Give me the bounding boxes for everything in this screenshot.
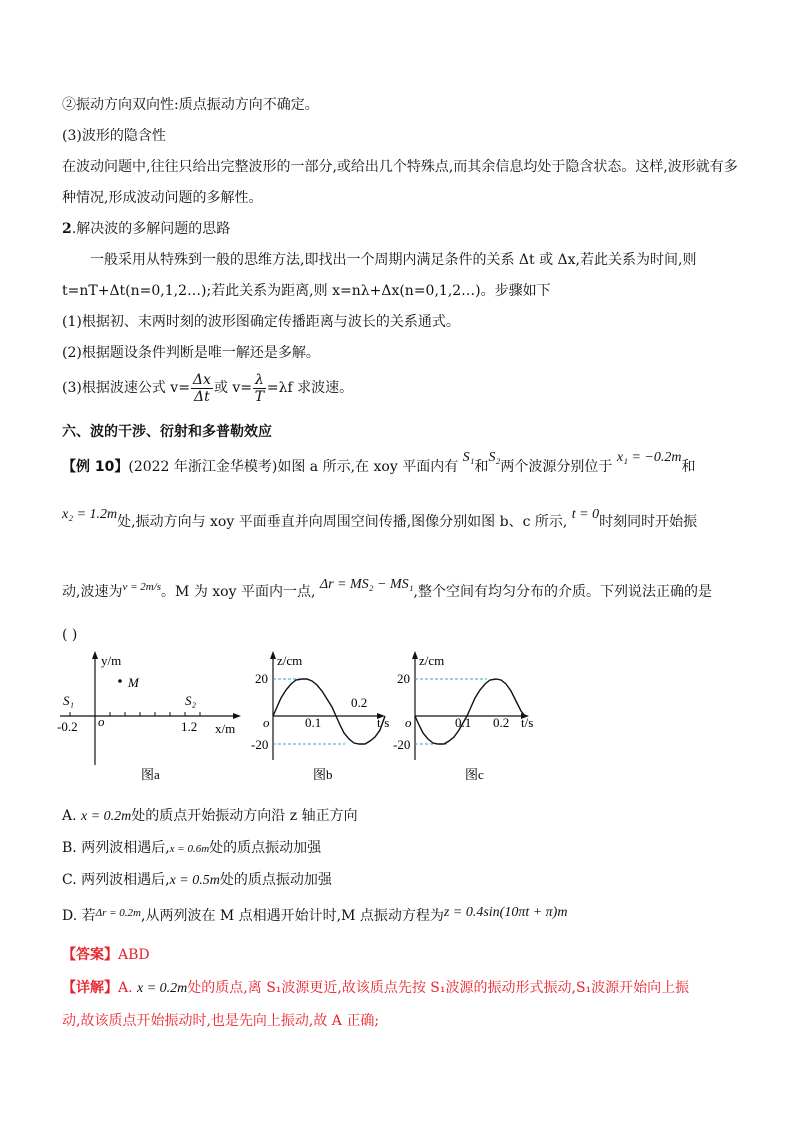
z-axis-arrow bbox=[270, 651, 276, 659]
figure-b bbox=[251, 651, 389, 782]
text: 处,振动方向与 xoy 平面垂直并向周围空间传播,图像分别如图 b、c 所示, bbox=[117, 514, 568, 530]
y-axis-label: y/m bbox=[101, 653, 122, 668]
x-axis-label: x/m bbox=[215, 721, 236, 736]
s1-label: S₁ bbox=[462, 450, 475, 465]
tick-0-2: 0.2 bbox=[493, 715, 510, 730]
subheading bbox=[62, 219, 230, 239]
origin-label: o bbox=[405, 715, 412, 730]
tick-20: 20 bbox=[397, 671, 410, 686]
option-math: Δr = 0.2m bbox=[95, 907, 141, 919]
x2-value: x₂ = 1.2m bbox=[62, 507, 118, 522]
text: 动,波速为 bbox=[62, 584, 123, 600]
point-m-label: M bbox=[128, 675, 139, 690]
section-title: 六、波的干涉、衍射和多普勒效应 bbox=[62, 424, 272, 440]
text: =λf 求波速。 bbox=[266, 380, 354, 396]
detail-line-1 bbox=[62, 978, 689, 999]
option-a bbox=[62, 806, 358, 827]
option-math: x = 0.2m bbox=[81, 809, 132, 824]
text-line: (2)根据题设条件判断是唯一解还是多解。 bbox=[62, 345, 320, 361]
y-axis-arrow bbox=[92, 651, 98, 659]
wave-b bbox=[273, 679, 385, 744]
option-text: 两列波相遇后, bbox=[81, 872, 170, 888]
text: 时刻同时开始振 bbox=[599, 514, 698, 530]
answer-value: ABD bbox=[118, 947, 150, 963]
text-line: 在波动问题中,往往只给出完整波形的一部分,或给出几个特殊点,而其余信息均处于隐含状态。这样,波形就有多 bbox=[62, 159, 738, 175]
detail-text: 处的质点,离 S₁波源更近,故该质点先按 S₁波源的振动形式振动,S₁波源开始向上振 bbox=[187, 980, 690, 996]
text: (3)根据波速公式 v= bbox=[62, 380, 190, 396]
caption-c: 图c bbox=[465, 767, 484, 782]
text: ,整个空间有均匀分布的介质。下列说法正确的是 bbox=[413, 584, 712, 600]
figure-c bbox=[393, 651, 533, 782]
list-number: 2 bbox=[62, 221, 72, 237]
text-line: 种情况,形成波动问题的多解性。 bbox=[62, 190, 263, 206]
subheading: (3)波形的隐含性 bbox=[62, 128, 166, 144]
s2-label: S₂ bbox=[185, 693, 197, 708]
detail-line-2: 动,故该质点开始振动时,也是先向上振动,故 A 正确; bbox=[62, 1013, 380, 1029]
answer-paren: ( ) bbox=[62, 627, 78, 643]
detail-label: A. bbox=[118, 980, 133, 996]
z-axis-label: z/cm bbox=[277, 653, 303, 668]
option-d bbox=[62, 904, 567, 929]
fraction-dx-dt bbox=[191, 372, 213, 405]
formula-line bbox=[62, 370, 353, 406]
fraction-lambda-t bbox=[253, 372, 266, 405]
option-math: z = 0.4sin(10πt + π)m bbox=[443, 905, 568, 920]
caption-b: 图b bbox=[313, 767, 333, 782]
text: 两个波源分别位于 bbox=[500, 459, 613, 475]
caption-a: 图a bbox=[141, 767, 160, 782]
figures bbox=[55, 645, 755, 795]
option-text: ,从两列波在 M 点相遇开始计时,M 点振动方程为 bbox=[141, 908, 444, 924]
option-label: B. bbox=[62, 840, 77, 856]
tick-label-pos: 1.2 bbox=[181, 719, 198, 734]
detail-tag: 【详解】 bbox=[62, 980, 118, 996]
tick-20: 20 bbox=[255, 671, 268, 686]
tick-label-neg: -0.2 bbox=[57, 719, 78, 734]
t-axis-label: t/s bbox=[521, 715, 534, 730]
option-text: 处的质点振动加强 bbox=[209, 840, 322, 856]
option-text: 处的质点开始振动方向沿 z 轴正方向 bbox=[131, 808, 358, 824]
origin-label: o bbox=[263, 715, 270, 730]
denominator: T bbox=[254, 388, 265, 405]
z-axis-label: z/cm bbox=[419, 653, 445, 668]
tick-0-1: 0.1 bbox=[305, 715, 322, 730]
text-line: (1)根据初、末两时刻的波形图确定传播距离与波长的关系通式。 bbox=[62, 314, 460, 330]
tick-0-2: 0.2 bbox=[351, 695, 368, 710]
tick-0-1: 0.1 bbox=[455, 715, 472, 730]
tick-neg20: -20 bbox=[251, 737, 269, 752]
answer-tag: 【答案】 bbox=[62, 947, 118, 963]
text: 或 v= bbox=[213, 380, 253, 396]
example-line-2 bbox=[62, 507, 698, 535]
figure-a bbox=[57, 651, 241, 782]
example-tag: 【例 10】 bbox=[62, 459, 129, 475]
option-math: x = 0.6m bbox=[169, 843, 210, 855]
option-text: 两列波相遇后, bbox=[81, 840, 170, 856]
s2-label: S₂ bbox=[488, 450, 501, 465]
text-line: 一般采用从特殊到一般的思维方法,即找出一个周期内满足条件的关系 Δt 或 Δx,若此关系为时间,则 bbox=[90, 252, 697, 268]
option-label: C. bbox=[62, 872, 77, 888]
wave-c bbox=[415, 679, 525, 744]
text: 和 bbox=[474, 459, 489, 475]
subheading-text: .解决波的多解问题的思路 bbox=[71, 221, 231, 237]
example-line-3 bbox=[62, 577, 712, 605]
example-source: (2022 年浙江金华模考)如图 a 所示,在 xoy 平面内有 bbox=[128, 459, 459, 475]
x1-value: x₁ = −0.2m bbox=[616, 450, 682, 465]
origin-label: o bbox=[98, 714, 105, 729]
example-line-1 bbox=[62, 450, 696, 480]
option-text: 处的质点振动加强 bbox=[219, 872, 332, 888]
option-label: D. bbox=[62, 908, 78, 924]
text: 和 bbox=[681, 459, 696, 475]
v-value: v = 2m/s bbox=[122, 581, 162, 593]
x-axis-arrow bbox=[233, 713, 241, 719]
text-line: ②振动方向双向性:质点振动方向不确定。 bbox=[62, 97, 319, 113]
detail-math: x = 0.2m bbox=[137, 981, 188, 996]
z-axis-arrow bbox=[412, 651, 418, 659]
t0-value: t = 0 bbox=[571, 507, 600, 522]
point-m bbox=[118, 679, 122, 683]
dr-expression: Δr = MS₂ − MS₁ bbox=[319, 577, 414, 592]
option-c bbox=[62, 870, 332, 891]
option-label: A. bbox=[62, 808, 77, 824]
option-b bbox=[62, 838, 321, 859]
denominator: Δt bbox=[194, 388, 210, 405]
numerator: λ bbox=[255, 371, 264, 388]
numerator: Δx bbox=[192, 371, 211, 388]
t-axis-label: t/s bbox=[377, 715, 390, 730]
tick-neg20: -20 bbox=[393, 737, 411, 752]
text: 。M 为 xoy 平面内一点, bbox=[161, 584, 316, 600]
option-text: 若 bbox=[81, 908, 96, 924]
text-line: t=nT+Δt(n=0,1,2…);若此关系为距离,则 x=nλ+Δx(n=0,1,2…)。步骤如下 bbox=[62, 283, 551, 299]
option-math: x = 0.5m bbox=[169, 873, 220, 888]
answer-line bbox=[62, 945, 150, 965]
s1-label: S₁ bbox=[63, 693, 75, 708]
